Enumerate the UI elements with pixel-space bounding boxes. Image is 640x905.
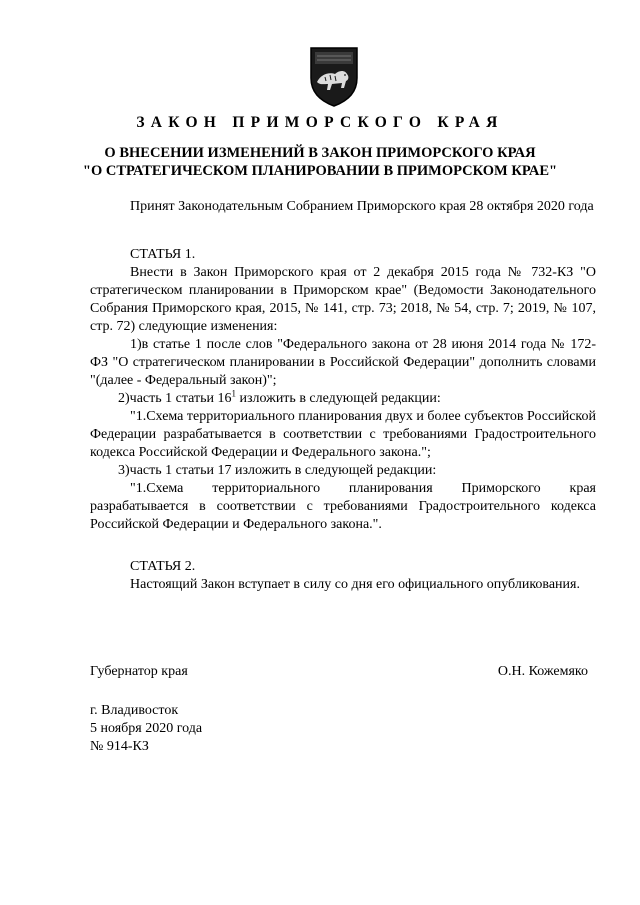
- article-1-item-3-quote: "1.Схема территориального планирования Приморского края разрабатывается в соответствии с требованиями Градостроительного кодекса Российской Федерации и Федерального закона.".: [90, 481, 596, 532]
- article-1-item-1: 1)в статье 1 после слов "Федерального закона от 28 июня 2014 года № 172-ФЗ "О стратегическом планировании в Российской Федерации" дополнить словами "(далее - Федеральный закон)";: [90, 337, 596, 388]
- place-city: г. Владивосток: [90, 703, 179, 718]
- law-title: ЗАКОН ПРИМОРСКОГО КРАЯ: [136, 114, 504, 131]
- place-date-block: [90, 702, 202, 756]
- law-number: № 914-КЗ: [90, 739, 149, 754]
- article-2: [90, 558, 596, 594]
- article-2-heading: СТАТЬЯ 2.: [130, 559, 196, 574]
- article-1-item-2-quote: "1.Схема территориального планирования двух и более субъектов Российской Федерации разрабатывается в соответствии с требованиями Градостроительного кодекса Российской Федерации и Федерального закона.";: [90, 409, 596, 460]
- article-2-text: Настоящий Закон вступает в силу со дня его официального опубликования.: [130, 577, 580, 592]
- article-1-item-2: [90, 390, 596, 408]
- law-subtitle-line1: О ВНЕСЕНИИ ИЗМЕНЕНИЙ В ЗАКОН ПРИМОРСКОГО КРАЯ: [104, 145, 536, 161]
- adoption-text: Принят Законодательным Собранием Приморского края 28 октября 2020 года: [130, 199, 594, 214]
- article-1-item-2-text: 2)часть 1 статьи 16: [118, 391, 232, 406]
- adoption-statement: [90, 198, 596, 216]
- primorsky-krai-coat-of-arms-icon: [305, 44, 363, 108]
- signature-name: О.Н. Кожемяко: [497, 664, 588, 679]
- article-1-item-3: 3)часть 1 статьи 17 изложить в следующей редакции:: [118, 463, 437, 478]
- article-1-item-2-superscript: 1: [231, 388, 236, 399]
- law-subtitle-line2: "О СТРАТЕГИЧЕСКОМ ПЛАНИРОВАНИИ В ПРИМОРСКОМ КРАЕ": [82, 163, 558, 179]
- article-1-item-2-tail: изложить в следующей редакции:: [235, 391, 441, 406]
- signature-position: Губернатор края: [90, 664, 188, 679]
- article-1-intro: Внести в Закон Приморского края от 2 декабря 2015 года № 732-КЗ "О стратегическом планировании в Приморском крае" (Ведомости Законодательного Собрания Приморского края, 2015, № 141, стр. 73; 2018, № 54, стр. 7; 2019, № 107, стр. 72) следующие изменения:: [90, 265, 596, 334]
- signing-date: 5 ноября 2020 года: [90, 721, 203, 736]
- article-1-heading: СТАТЬЯ 1.: [130, 247, 196, 262]
- article-1: [90, 246, 596, 534]
